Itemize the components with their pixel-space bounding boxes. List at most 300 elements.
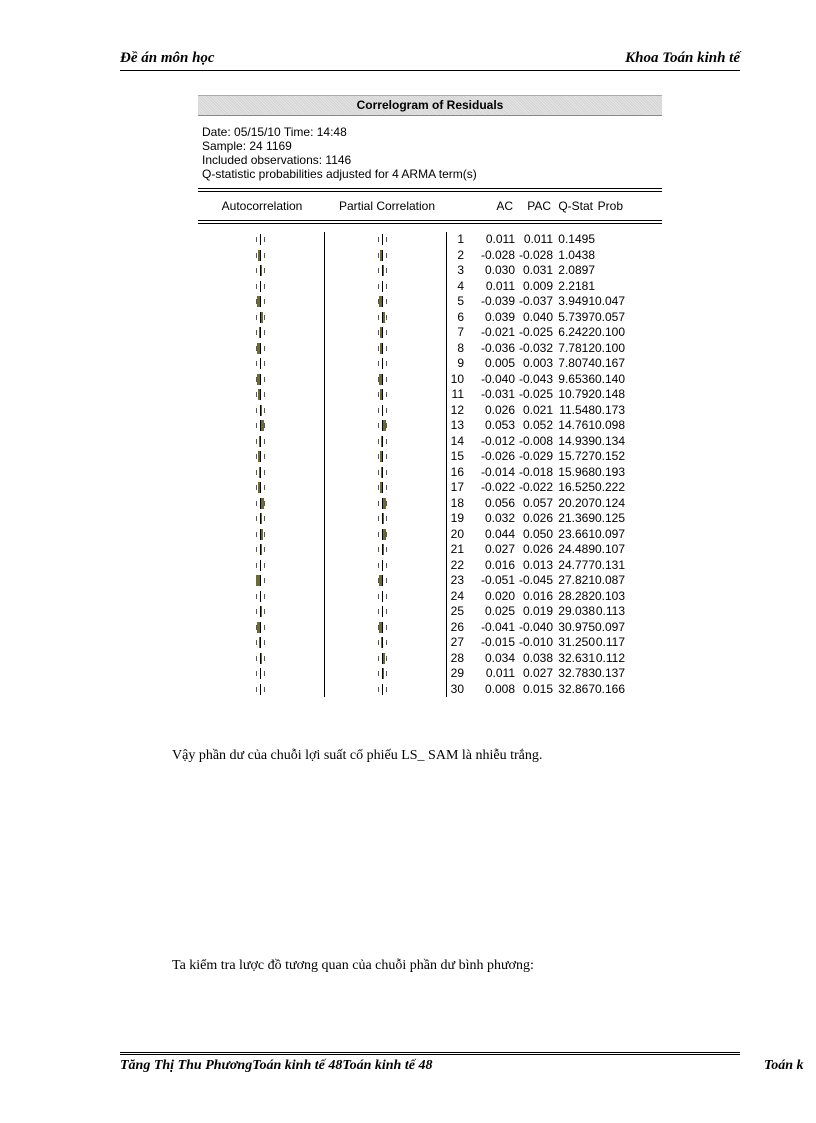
cell-ac: -0.014 xyxy=(480,464,515,479)
cell-pac: 0.050 xyxy=(522,526,553,541)
pac-bound-mark xyxy=(386,516,387,521)
cell-q: 32.783 xyxy=(558,666,595,680)
cell-ac: -0.036 xyxy=(480,340,515,355)
col-ac: AC xyxy=(496,199,513,213)
correlogram-row xyxy=(198,558,662,574)
ac-bound-mark xyxy=(264,268,265,273)
pac-zero-line xyxy=(382,653,383,664)
pac-bound-mark xyxy=(378,361,379,366)
footer-left: Tăng Thị Thu PhươngToán kinh tế 48Toán kinh tế 48 xyxy=(120,1058,433,1073)
correlogram-row xyxy=(198,263,662,279)
cell-ac: 0.025 xyxy=(484,604,515,618)
pac-bound-mark xyxy=(386,594,387,599)
cell-ac: 0.026 xyxy=(484,402,515,417)
correlogram-panel xyxy=(198,95,662,697)
correlogram-row xyxy=(198,651,662,667)
ac-bound-mark xyxy=(256,470,257,475)
ac-zero-line xyxy=(260,327,261,338)
header-right: Khoa Toán kinh tế xyxy=(625,50,740,66)
ac-zero-line xyxy=(260,544,261,555)
ac-zero-line xyxy=(260,389,261,400)
ac-bound-mark xyxy=(264,547,265,552)
cell-q: 2.2181 xyxy=(558,278,595,293)
cell-lag: 22 xyxy=(450,557,464,572)
cell-ac: -0.012 xyxy=(480,433,515,448)
conclusion-text: Vậy phần dư của chuỗi lợi suất cổ phiếu LS_ SAM là nhiễu trắng. xyxy=(172,748,543,763)
cell-ac: 0.005 xyxy=(484,356,515,370)
pac-bound-mark xyxy=(386,578,387,583)
cell-lag: 26 xyxy=(450,619,464,634)
cell-ac: -0.021 xyxy=(480,325,515,339)
cell-pac: 0.038 xyxy=(522,650,553,665)
cell-pac: -0.032 xyxy=(518,340,553,355)
cell-pac: -0.040 xyxy=(518,619,553,634)
ac-zero-line xyxy=(260,420,261,431)
col-autocorrelation: Autocorrelation xyxy=(221,199,303,213)
pac-bound-mark xyxy=(386,377,387,382)
cell-prob: 0.047 xyxy=(595,294,626,308)
pac-bound-mark xyxy=(378,284,379,289)
ac-zero-line xyxy=(260,668,261,679)
pac-bound-mark xyxy=(386,640,387,645)
correlogram-row xyxy=(198,232,662,248)
correlogram-rows xyxy=(198,232,662,697)
cell-prob: 0.222 xyxy=(595,480,626,494)
correlogram-row xyxy=(198,527,662,543)
ac-bound-mark xyxy=(256,315,257,320)
pac-bound-mark xyxy=(378,253,379,258)
correlogram-row xyxy=(198,372,662,388)
pac-bound-mark xyxy=(386,423,387,428)
cell-ac: 0.044 xyxy=(484,526,515,541)
cell-lag: 16 xyxy=(450,464,464,479)
pac-bound-mark xyxy=(378,656,379,661)
cell-prob: 0.193 xyxy=(595,464,626,479)
pac-bound-mark xyxy=(378,485,379,490)
ac-bound-mark xyxy=(256,687,257,692)
cell-pac: -0.022 xyxy=(518,480,553,494)
cell-lag: 3 xyxy=(457,263,464,277)
cell-lag: 14 xyxy=(450,433,464,448)
cell-ac: 0.034 xyxy=(484,650,515,665)
correlogram-row xyxy=(198,279,662,295)
footer-right: Toán k xyxy=(764,1058,804,1073)
pac-bound-mark xyxy=(386,563,387,568)
correlogram-row xyxy=(198,480,662,496)
cell-lag: 30 xyxy=(450,681,464,696)
ac-zero-line xyxy=(260,358,261,369)
pac-bound-mark xyxy=(386,346,387,351)
cell-lag: 4 xyxy=(457,278,464,293)
cell-ac: 0.020 xyxy=(484,588,515,603)
pac-zero-line xyxy=(382,467,383,478)
cell-prob: 0.107 xyxy=(595,542,626,556)
ac-bound-mark xyxy=(264,377,265,382)
cell-q: 29.038 xyxy=(558,604,595,618)
cell-pac: 0.040 xyxy=(522,309,553,324)
cell-prob: 0.148 xyxy=(595,387,626,401)
pac-zero-line xyxy=(382,389,383,400)
cell-ac: 0.011 xyxy=(485,666,515,680)
ac-zero-line xyxy=(260,684,261,695)
cell-lag: 8 xyxy=(457,340,464,355)
ac-bound-mark xyxy=(264,687,265,692)
ac-bound-mark xyxy=(264,563,265,568)
pac-zero-line xyxy=(382,591,383,602)
cell-pac: 0.015 xyxy=(522,681,553,696)
cell-pac: -0.037 xyxy=(518,294,553,308)
cell-lag: 21 xyxy=(450,542,464,556)
cell-ac: 0.030 xyxy=(484,263,515,277)
ac-bound-mark xyxy=(264,671,265,676)
cell-prob: 0.103 xyxy=(595,588,626,603)
pac-bound-mark xyxy=(378,268,379,273)
ac-bound-mark xyxy=(264,284,265,289)
ac-bound-mark xyxy=(256,392,257,397)
pac-bound-mark xyxy=(386,671,387,676)
cell-pac: 0.003 xyxy=(522,356,553,370)
cell-q: 31.250 xyxy=(558,635,595,649)
ac-bound-mark xyxy=(264,423,265,428)
cell-q: 0.1495 xyxy=(558,232,595,246)
pac-bound-mark xyxy=(378,516,379,521)
correlogram-row xyxy=(198,620,662,636)
ac-bound-mark xyxy=(256,284,257,289)
ac-zero-line xyxy=(260,234,261,245)
correlogram-row xyxy=(198,573,662,589)
cell-q: 14.939 xyxy=(558,433,595,448)
pac-zero-line xyxy=(382,544,383,555)
column-headers xyxy=(198,192,662,220)
ac-bound-mark xyxy=(256,485,257,490)
footer-rule xyxy=(120,1052,740,1055)
pac-bound-mark xyxy=(386,485,387,490)
correlogram-row xyxy=(198,449,662,465)
cell-q: 14.761 xyxy=(558,418,595,432)
cell-q: 7.8074 xyxy=(558,356,595,370)
pac-zero-line xyxy=(382,281,383,292)
correlogram-row xyxy=(198,542,662,558)
ac-bound-mark xyxy=(264,470,265,475)
cell-pac: 0.009 xyxy=(522,278,553,293)
ac-bound-mark xyxy=(264,609,265,614)
correlogram-row xyxy=(198,666,662,682)
pac-zero-line xyxy=(382,358,383,369)
pac-bound-mark xyxy=(378,532,379,537)
pac-bound-mark xyxy=(378,563,379,568)
ac-zero-line xyxy=(260,467,261,478)
correlogram-row xyxy=(198,434,662,450)
cell-pac: 0.019 xyxy=(522,604,553,618)
cell-lag: 24 xyxy=(450,588,464,603)
pac-zero-line xyxy=(382,420,383,431)
cell-ac: -0.026 xyxy=(480,449,515,463)
ac-bound-mark xyxy=(264,640,265,645)
cell-ac: 0.016 xyxy=(484,557,515,572)
ac-bound-mark xyxy=(256,501,257,506)
ac-bound-mark xyxy=(256,563,257,568)
pac-bound-mark xyxy=(386,470,387,475)
ac-bound-mark xyxy=(256,237,257,242)
ac-zero-line xyxy=(260,498,261,509)
cell-lag: 28 xyxy=(450,650,464,665)
meta-q-note: Q-statistic probabilities adjusted for 4 ARMA term(s) xyxy=(202,167,477,181)
cell-prob: 0.134 xyxy=(595,433,626,448)
cell-prob: 0.131 xyxy=(595,557,626,572)
pac-bound-mark xyxy=(386,501,387,506)
cell-pac: 0.031 xyxy=(522,263,553,277)
cell-q: 27.821 xyxy=(558,573,595,587)
cell-q: 24.489 xyxy=(558,542,595,556)
meta-block xyxy=(198,116,662,181)
ac-bound-mark xyxy=(264,656,265,661)
pac-bound-mark xyxy=(378,609,379,614)
ac-bound-mark xyxy=(264,299,265,304)
ac-zero-line xyxy=(260,343,261,354)
cell-q: 3.9491 xyxy=(558,294,595,308)
cell-q: 24.777 xyxy=(558,557,595,572)
correlogram-row xyxy=(198,589,662,605)
pac-zero-line xyxy=(382,234,383,245)
cell-pac: -0.043 xyxy=(518,371,553,386)
pac-zero-line xyxy=(382,436,383,447)
pac-zero-line xyxy=(382,637,383,648)
correlogram-row xyxy=(198,325,662,341)
cell-ac: -0.031 xyxy=(480,387,515,401)
pac-bound-mark xyxy=(378,594,379,599)
ac-zero-line xyxy=(260,513,261,524)
cell-prob: 0.097 xyxy=(595,526,626,541)
cell-ac: -0.028 xyxy=(480,247,515,262)
ac-bound-mark xyxy=(256,408,257,413)
pac-zero-line xyxy=(382,513,383,524)
cell-pac: -0.045 xyxy=(518,573,553,587)
ac-bound-mark xyxy=(264,237,265,242)
ac-bound-mark xyxy=(264,253,265,258)
correlogram-row xyxy=(198,418,662,434)
ac-zero-line xyxy=(260,281,261,292)
cell-pac: -0.018 xyxy=(518,464,553,479)
pac-bound-mark xyxy=(386,609,387,614)
ac-bound-mark xyxy=(256,640,257,645)
pac-bound-mark xyxy=(378,470,379,475)
columns-double-rule xyxy=(198,220,662,224)
pac-bound-mark xyxy=(386,408,387,413)
cell-lag: 9 xyxy=(457,356,464,370)
cell-ac: 0.011 xyxy=(485,278,515,293)
cell-q: 6.2422 xyxy=(558,325,595,339)
ac-bound-mark xyxy=(256,656,257,661)
ac-bound-mark xyxy=(264,315,265,320)
cell-prob: 0.057 xyxy=(595,309,626,324)
cell-prob: 0.087 xyxy=(595,573,626,587)
cell-prob: 0.125 xyxy=(595,511,626,525)
pac-bound-mark xyxy=(378,671,379,676)
cell-prob: 0.098 xyxy=(595,418,626,432)
cell-lag: 7 xyxy=(457,325,464,339)
cell-lag: 19 xyxy=(450,511,464,525)
pac-bound-mark xyxy=(386,361,387,366)
cell-pac: 0.021 xyxy=(522,402,553,417)
pac-zero-line xyxy=(382,343,383,354)
ac-bound-mark xyxy=(256,609,257,614)
ac-zero-line xyxy=(260,622,261,633)
cell-q: 2.0897 xyxy=(558,263,595,277)
cell-ac: -0.039 xyxy=(480,294,515,308)
pac-bound-mark xyxy=(386,454,387,459)
pac-zero-line xyxy=(382,405,383,416)
header-left: Đề án môn học xyxy=(120,50,215,66)
correlogram-row xyxy=(198,511,662,527)
ac-bound-mark xyxy=(264,330,265,335)
cell-q: 5.7397 xyxy=(558,309,595,324)
ac-zero-line xyxy=(260,374,261,385)
pac-zero-line xyxy=(382,482,383,493)
ac-bound-mark xyxy=(264,439,265,444)
header-rule xyxy=(120,70,740,71)
pac-bound-mark xyxy=(378,237,379,242)
cell-lag: 2 xyxy=(457,247,464,262)
pac-zero-line xyxy=(382,250,383,261)
cell-ac: -0.022 xyxy=(480,480,515,494)
pac-bound-mark xyxy=(378,547,379,552)
cell-pac: 0.016 xyxy=(522,588,553,603)
meta-observations: Included observations: 1146 xyxy=(202,153,352,167)
cell-lag: 5 xyxy=(457,294,464,308)
cell-prob: 0.100 xyxy=(595,340,626,355)
cell-pac: 0.011 xyxy=(523,232,553,246)
meta-sample: Sample: 24 1169 xyxy=(202,139,292,153)
cell-lag: 17 xyxy=(450,480,464,494)
pac-zero-line xyxy=(382,622,383,633)
cell-pac: 0.027 xyxy=(522,666,553,680)
cell-q: 28.282 xyxy=(558,588,595,603)
pac-bound-mark xyxy=(386,687,387,692)
cell-pac: -0.029 xyxy=(518,449,553,463)
ac-zero-line xyxy=(260,575,261,586)
ac-bound-mark xyxy=(256,516,257,521)
correlogram-row xyxy=(198,682,662,698)
next-step-text: Ta kiểm tra lược đồ tương quan của chuỗi phần dư bình phương: xyxy=(172,958,534,973)
ac-bound-mark xyxy=(264,408,265,413)
cell-q: 9.6536 xyxy=(558,371,595,386)
cell-pac: 0.026 xyxy=(522,511,553,525)
cell-pac: -0.010 xyxy=(518,635,553,649)
panel-title: Correlogram of Residuals xyxy=(198,95,662,116)
ac-bound-mark xyxy=(264,594,265,599)
cell-ac: -0.051 xyxy=(480,573,515,587)
pac-zero-line xyxy=(382,327,383,338)
cell-pac: -0.028 xyxy=(518,247,553,262)
pac-zero-line xyxy=(382,560,383,571)
cell-pac: -0.025 xyxy=(518,387,553,401)
cell-lag: 25 xyxy=(450,604,464,618)
ac-bound-mark xyxy=(264,625,265,630)
pac-zero-line xyxy=(382,451,383,462)
cell-ac: 0.053 xyxy=(484,418,515,432)
cell-q: 32.631 xyxy=(558,650,595,665)
pac-bound-mark xyxy=(386,253,387,258)
pac-zero-line xyxy=(382,529,383,540)
cell-lag: 27 xyxy=(450,635,464,649)
correlogram-row xyxy=(198,635,662,651)
pac-bound-mark xyxy=(378,408,379,413)
ac-bound-mark xyxy=(256,671,257,676)
cell-ac: 0.008 xyxy=(484,681,515,696)
ac-zero-line xyxy=(260,529,261,540)
pac-zero-line xyxy=(382,684,383,695)
cell-lag: 12 xyxy=(450,402,464,417)
ac-zero-line xyxy=(260,405,261,416)
ac-bound-mark xyxy=(256,594,257,599)
ac-zero-line xyxy=(260,250,261,261)
pac-bound-mark xyxy=(386,392,387,397)
pac-zero-line xyxy=(382,575,383,586)
cell-q: 1.0438 xyxy=(558,247,595,262)
cell-prob: 0.166 xyxy=(595,681,626,696)
ac-bound-mark xyxy=(264,485,265,490)
cell-q: 16.525 xyxy=(558,480,595,494)
correlogram-row xyxy=(198,465,662,481)
cell-lag: 1 xyxy=(457,232,464,246)
ac-bound-mark xyxy=(264,392,265,397)
pac-bound-mark xyxy=(386,299,387,304)
pac-bound-mark xyxy=(386,315,387,320)
ac-zero-line xyxy=(260,653,261,664)
cell-lag: 6 xyxy=(457,309,464,324)
pac-bound-mark xyxy=(378,315,379,320)
cell-q: 30.975 xyxy=(558,619,595,634)
cell-lag: 23 xyxy=(450,573,464,587)
cell-lag: 15 xyxy=(450,449,464,463)
ac-bound-mark xyxy=(264,361,265,366)
cell-q: 32.867 xyxy=(558,681,595,696)
pac-bound-mark xyxy=(386,547,387,552)
pac-zero-line xyxy=(382,312,383,323)
pac-bound-mark xyxy=(386,656,387,661)
pac-zero-line xyxy=(382,606,383,617)
cell-lag: 18 xyxy=(450,495,464,510)
pac-bound-mark xyxy=(386,237,387,242)
cell-ac: -0.041 xyxy=(480,619,515,634)
pac-zero-line xyxy=(382,296,383,307)
pac-bound-mark xyxy=(378,330,379,335)
cell-prob: 0.140 xyxy=(595,371,626,386)
cell-q: 20.207 xyxy=(558,495,595,510)
ac-zero-line xyxy=(260,265,261,276)
col-partial-correlation: Partial Correlation xyxy=(338,199,436,213)
pac-bound-mark xyxy=(386,330,387,335)
ac-bound-mark xyxy=(256,532,257,537)
cell-prob: 0.112 xyxy=(595,650,625,665)
cell-ac: 0.039 xyxy=(484,309,515,324)
ac-bound-mark xyxy=(264,516,265,521)
ac-zero-line xyxy=(260,606,261,617)
correlogram-row xyxy=(198,496,662,512)
correlogram-row xyxy=(198,403,662,419)
ac-bound-mark xyxy=(264,454,265,459)
cell-lag: 29 xyxy=(450,666,464,680)
cell-q: 11.548 xyxy=(559,402,595,417)
ac-zero-line xyxy=(260,637,261,648)
cell-q: 21.369 xyxy=(558,511,595,525)
cell-pac: -0.008 xyxy=(518,433,553,448)
pac-bound-mark xyxy=(378,501,379,506)
ac-bound-mark xyxy=(264,346,265,351)
cell-lag: 11 xyxy=(451,387,464,401)
cell-ac: 0.032 xyxy=(484,511,515,525)
cell-ac: -0.040 xyxy=(480,371,515,386)
